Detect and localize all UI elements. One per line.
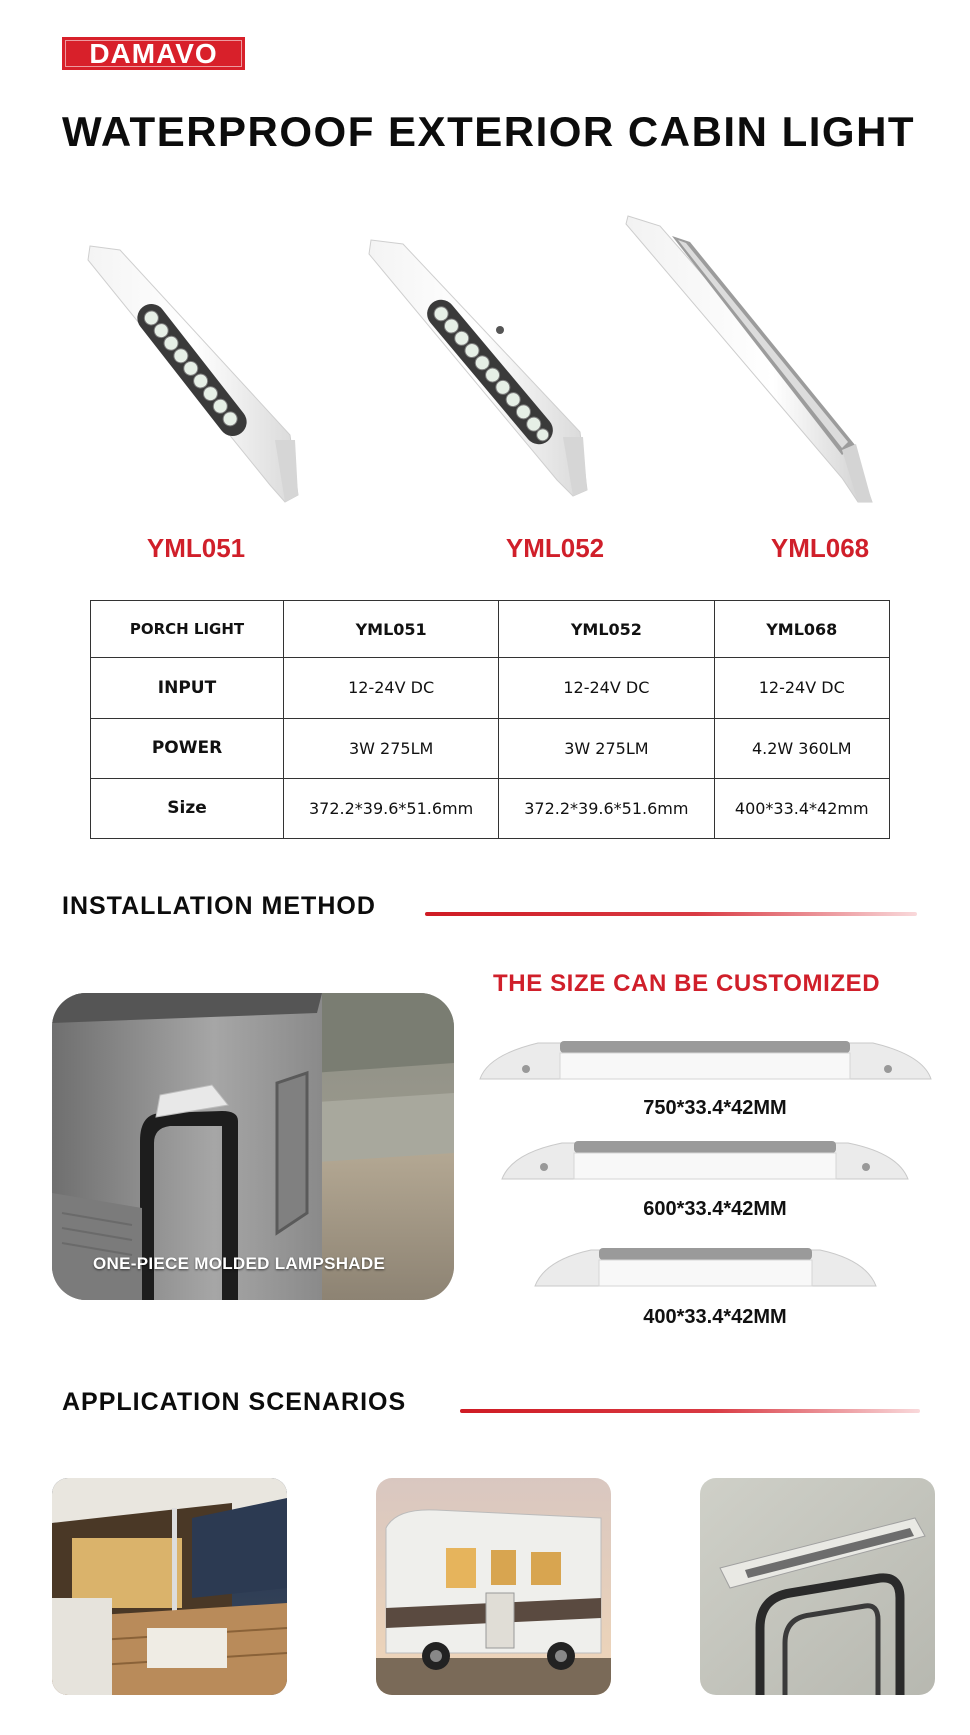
table-header-cell: PORCH LIGHT: [91, 601, 284, 658]
page-title: WATERPROOF EXTERIOR CABIN LIGHT: [62, 108, 916, 155]
brand-logo-text: DAMAVO: [89, 37, 218, 69]
table-cell: 372.2*39.6*51.6mm: [499, 778, 714, 838]
light-bar-400-image: [533, 1240, 878, 1297]
table-cell: 12-24V DC: [714, 658, 890, 718]
table-cell: 372.2*39.6*51.6mm: [284, 778, 499, 838]
table-row-label: INPUT: [91, 658, 284, 718]
size-label-600: 600*33.4*42MM: [643, 1198, 787, 1220]
spec-table: [90, 600, 890, 839]
product-image-yml051: [80, 240, 305, 510]
table-cell: 3W 275LM: [284, 718, 499, 778]
table-cell: 12-24V DC: [284, 658, 499, 718]
installation-photo-caption: ONE-PIECE MOLDED LAMPSHADE: [93, 1254, 386, 1273]
product-image-yml052: [365, 232, 600, 502]
product-model-yml052: YML052: [505, 533, 605, 563]
application-photo-rv: [376, 1478, 611, 1695]
table-row: [91, 658, 890, 718]
table-header-cell: YML068: [714, 601, 890, 658]
size-label-400: 400*33.4*42MM: [643, 1306, 787, 1328]
applications-title-underline: [460, 1409, 920, 1413]
application-photo-boat: [52, 1478, 287, 1695]
light-bar-750-image: [478, 1033, 933, 1090]
installation-section-title: INSTALLATION METHOD: [62, 892, 376, 920]
table-row: [91, 601, 890, 658]
customizable-size-note: THE SIZE CAN BE CUSTOMIZED: [493, 970, 881, 997]
table-header-cell: YML051: [284, 601, 499, 658]
table-cell: 3W 275LM: [499, 718, 714, 778]
product-model-yml068: YML068: [770, 533, 870, 563]
table-row-label: POWER: [91, 718, 284, 778]
table-cell: 12-24V DC: [499, 658, 714, 718]
applications-section-title: APPLICATION SCENARIOS: [62, 1388, 407, 1416]
table-row: [91, 778, 890, 838]
product-image-yml068: [620, 210, 880, 510]
table-cell: 400*33.4*42mm: [714, 778, 890, 838]
table-row-label: Size: [91, 778, 284, 838]
table-header-cell: YML052: [499, 601, 714, 658]
size-label-750: 750*33.4*42MM: [643, 1097, 787, 1119]
product-model-yml051: YML051: [146, 533, 246, 563]
application-photo-closeup: [700, 1478, 935, 1695]
table-cell: 4.2W 360LM: [714, 718, 890, 778]
table-row: [91, 718, 890, 778]
brand-logo: [62, 37, 245, 70]
installation-title-underline: [425, 912, 917, 916]
light-bar-600-image: [500, 1133, 910, 1190]
